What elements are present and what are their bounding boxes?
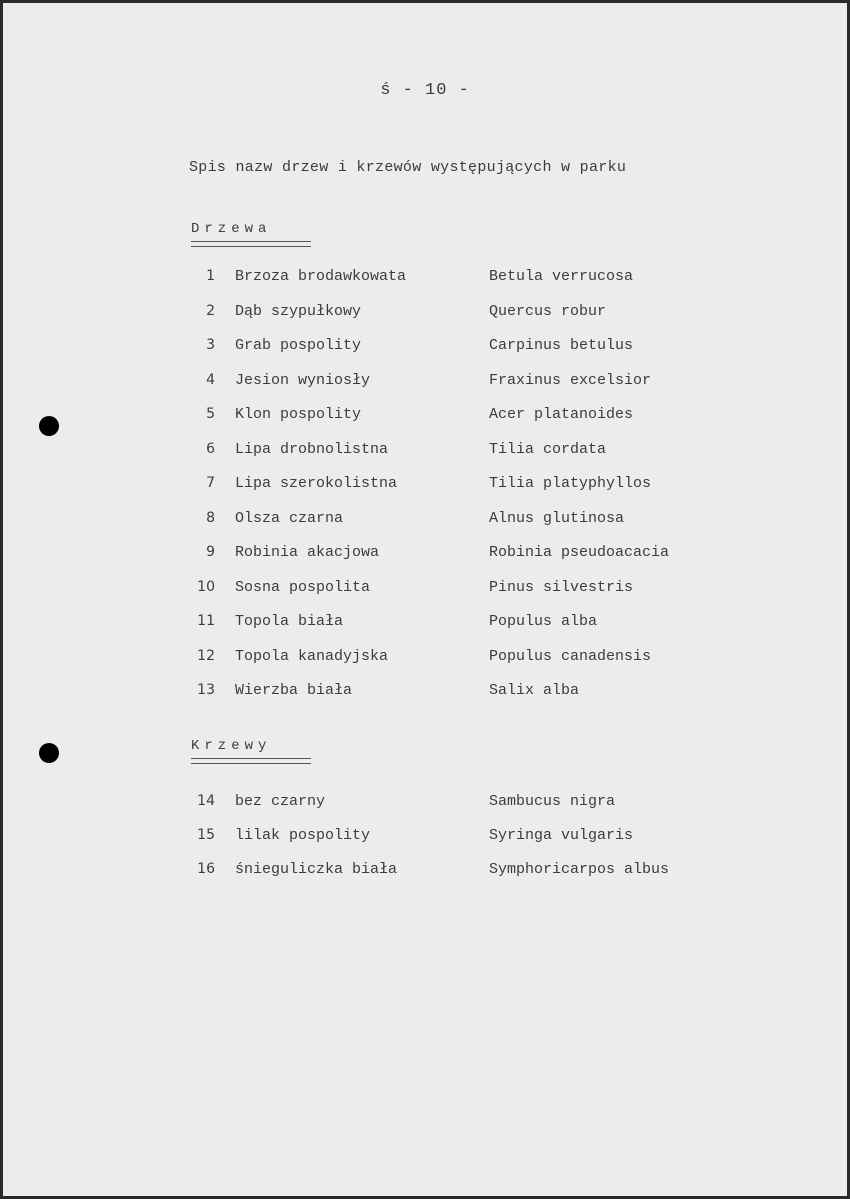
list-item [3, 793, 847, 815]
section-heading-shrubs: Krzewy [191, 738, 272, 754]
item-number: 16 [197, 861, 215, 877]
latin-name: Robinia pseudoacacia [489, 544, 670, 561]
latin-name: Betula verrucosa [489, 268, 634, 285]
page-number: ś - 10 - [380, 81, 470, 100]
list-item [3, 544, 847, 566]
item-number: 12 [197, 647, 215, 664]
item-number: 14 [197, 793, 215, 809]
list-item [3, 475, 847, 497]
list-item [3, 406, 847, 428]
list-item [3, 268, 847, 290]
list-item [3, 441, 847, 463]
latin-name: Alnus glutinosa [489, 509, 625, 527]
item-number: 6 [206, 440, 215, 457]
punch-hole [39, 743, 59, 763]
latin-name: Sambucus nigra [489, 793, 616, 810]
item-number: 7 [206, 475, 215, 491]
polish-name: Klon pospolity [235, 406, 362, 423]
item-number: 10 [197, 578, 215, 595]
heading-underline [191, 758, 311, 764]
item-number: 3 [206, 337, 215, 353]
latin-name: Symphoricarpos albus [489, 861, 670, 878]
latin-name: Quercus robur [489, 302, 607, 320]
latin-name: Carpinus betulus [489, 337, 634, 354]
item-number: 1 [206, 268, 215, 284]
item-number: 8 [206, 509, 215, 526]
item-number: 15 [197, 827, 215, 843]
list-item [3, 648, 847, 670]
item-number: 2 [206, 302, 215, 319]
polish-name: Lipa szerokolistna [235, 475, 398, 492]
item-number: 9 [206, 544, 215, 560]
list-item [3, 372, 847, 394]
list-item [3, 510, 847, 532]
list-item [3, 682, 847, 704]
latin-name: Tilia platyphyllos [489, 475, 652, 492]
list-item [3, 827, 847, 849]
latin-name: Pinus silvestris [489, 578, 634, 596]
list-item [3, 613, 847, 635]
list-item [3, 337, 847, 359]
latin-name: Acer platanoides [489, 406, 634, 423]
latin-name: Populus canadensis [489, 647, 652, 665]
latin-name: Populus alba [489, 613, 598, 630]
latin-name: Salix alba [489, 682, 580, 699]
polish-name: Sosna pospolita [235, 578, 371, 596]
polish-name: śnieguliczka biała [235, 861, 398, 878]
list-item [3, 861, 847, 883]
item-number: 5 [206, 406, 215, 422]
polish-name: Brzoza brodawkowata [235, 268, 407, 285]
polish-name: Dąb szypułkowy [235, 302, 362, 320]
latin-name: Syringa vulgaris [489, 827, 634, 844]
polish-name: Topola biała [235, 613, 344, 630]
latin-name: Tilia cordata [489, 440, 607, 458]
polish-name: bez czarny [235, 793, 326, 810]
item-number: 4 [206, 371, 215, 388]
document-title: Spis nazw drzew i krzewów występujących w parku [189, 159, 627, 176]
polish-name: Grab pospolity [235, 337, 362, 354]
heading-underline [191, 241, 311, 247]
list-item [3, 303, 847, 325]
polish-name: Wierzba biała [235, 682, 353, 699]
polish-name: Robinia akacjowa [235, 544, 380, 561]
list-item [3, 579, 847, 601]
polish-name: Olsza czarna [235, 509, 344, 527]
document-page [3, 3, 847, 1196]
polish-name: Topola kanadyjska [235, 647, 389, 665]
polish-name: Jesion wyniosły [235, 371, 371, 389]
item-number: 13 [197, 682, 215, 698]
polish-name: lilak pospolity [235, 827, 371, 844]
section-heading-trees: Drzewa [191, 221, 272, 237]
item-number: 11 [197, 613, 215, 629]
polish-name: Lipa drobnolistna [235, 440, 389, 458]
latin-name: Fraxinus excelsior [489, 371, 652, 389]
